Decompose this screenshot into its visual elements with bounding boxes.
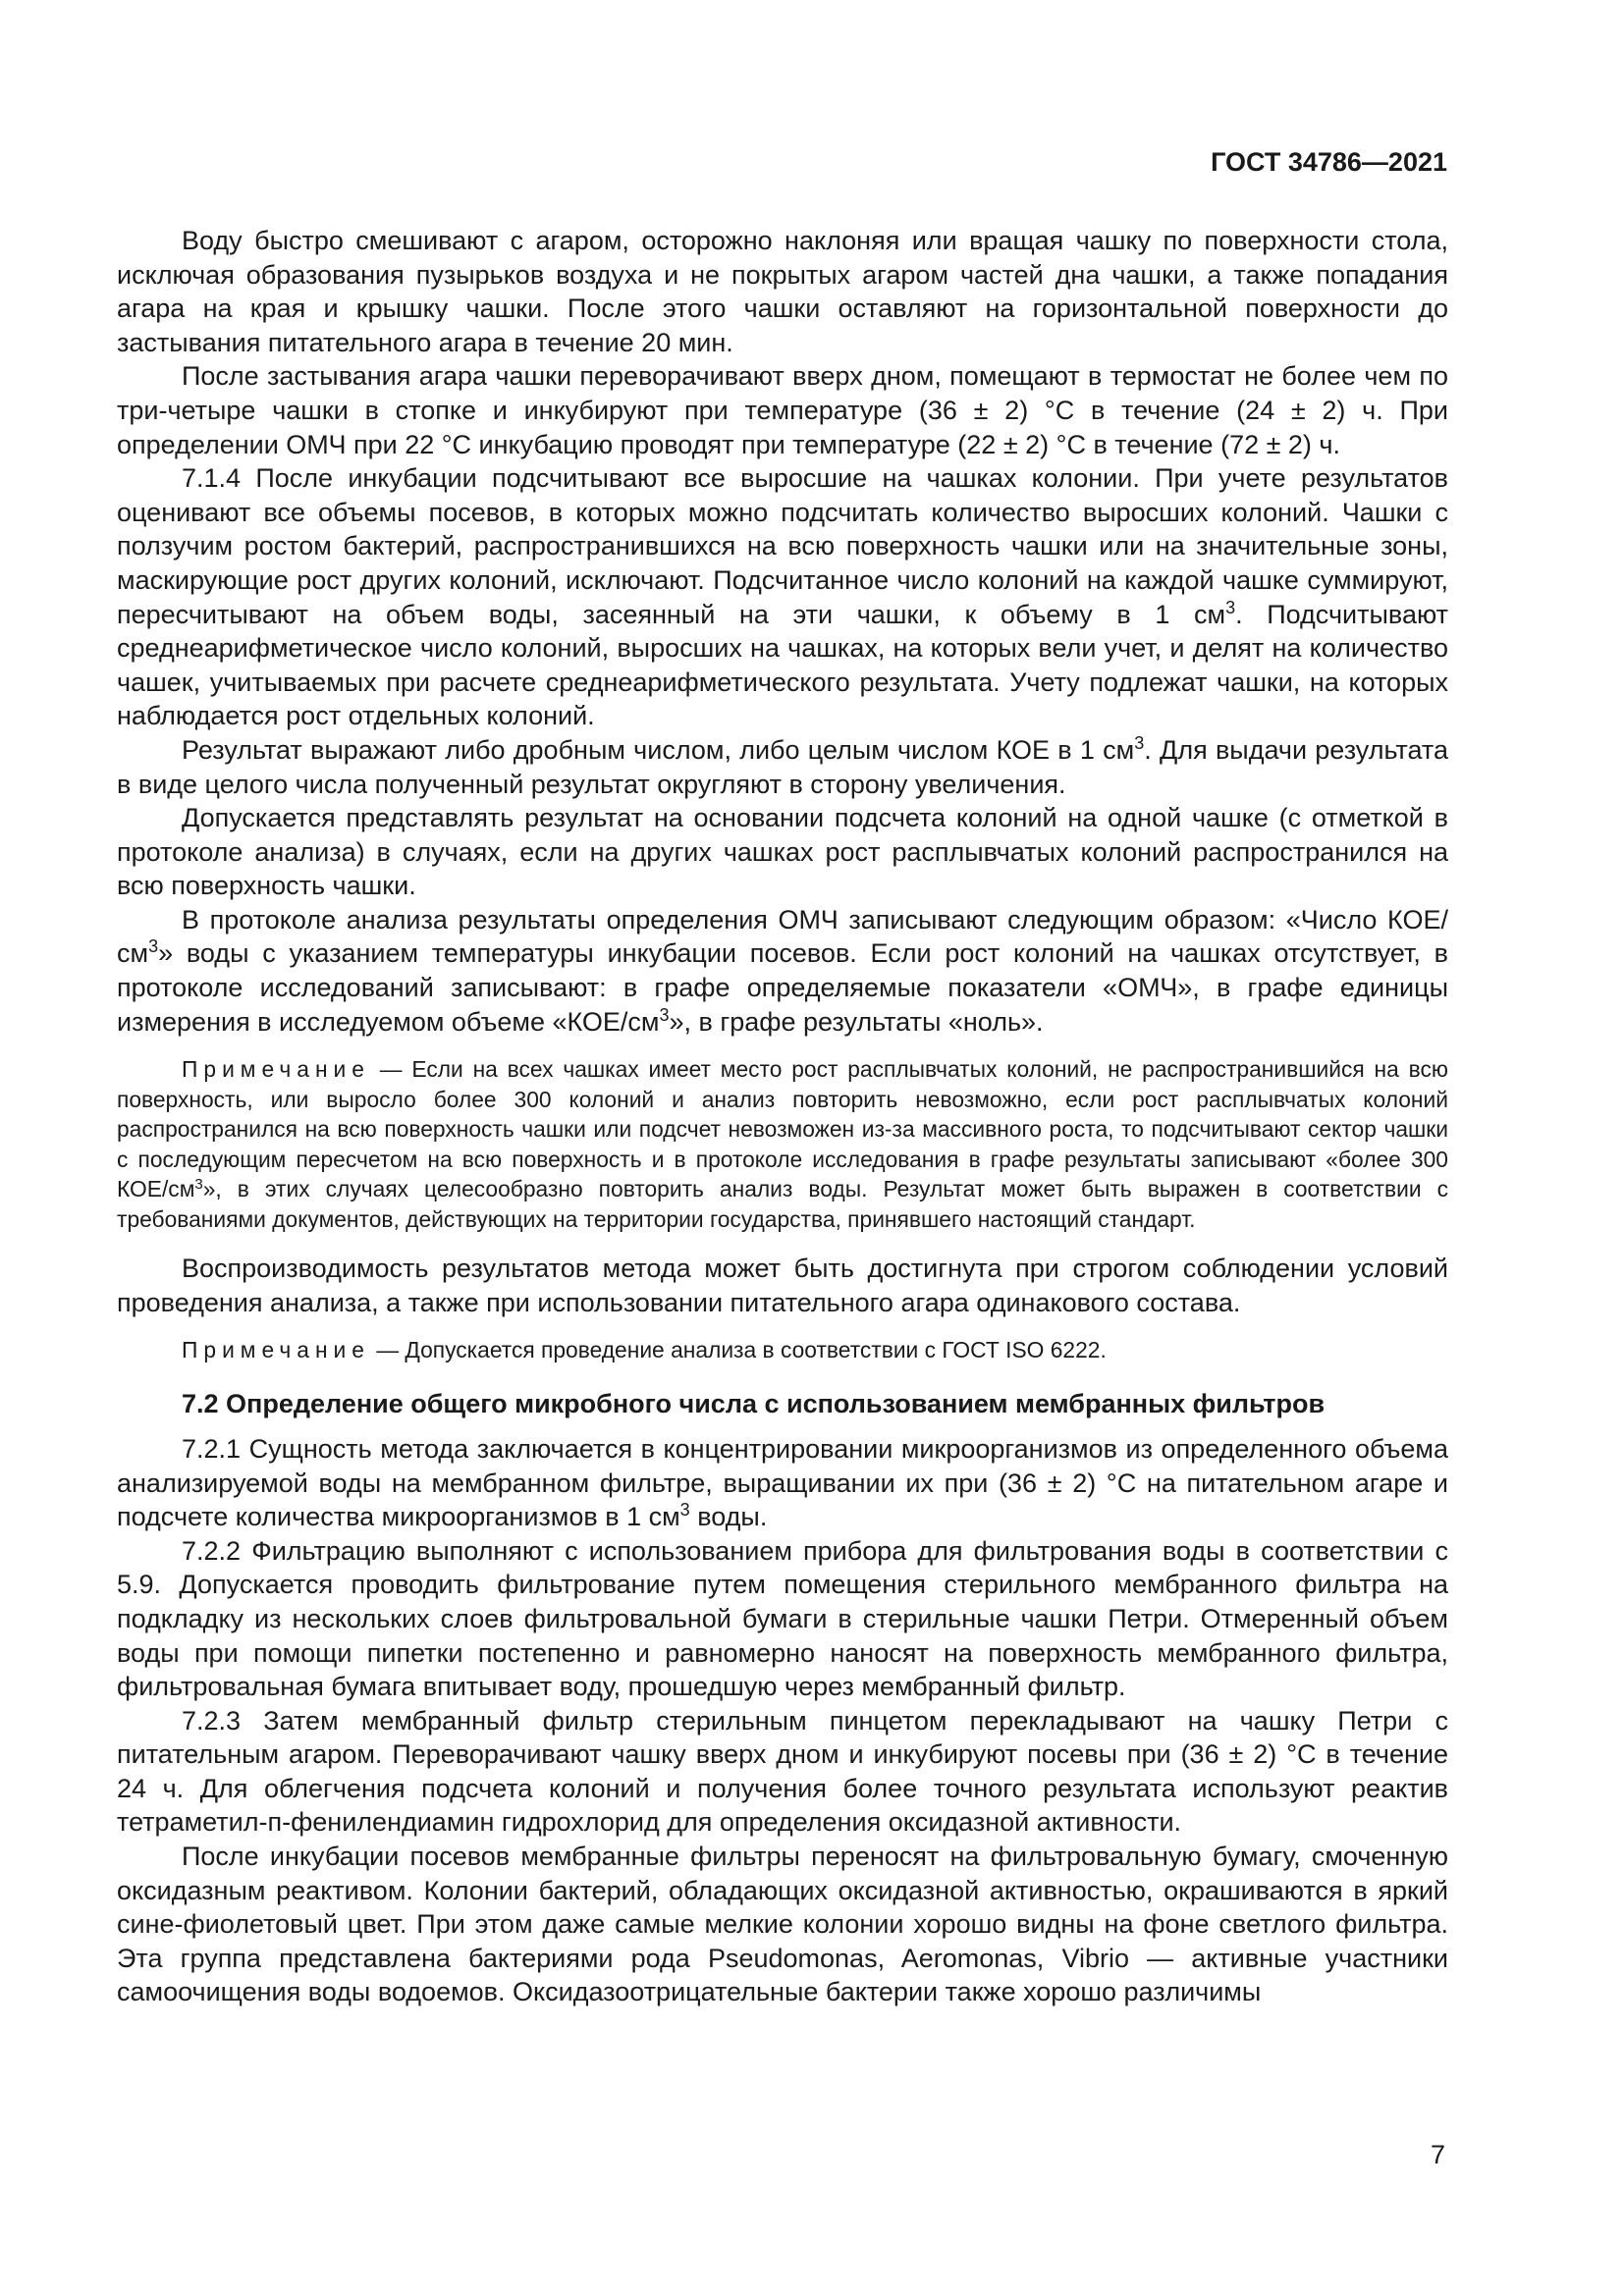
paragraph xyxy=(117,461,1448,733)
paragraph xyxy=(117,733,1448,801)
text-run: В протоколе анализа результаты определения ОМЧ записывают следующим образом: «Число КОЕ/см xyxy=(117,904,1448,969)
note-label: Примечание xyxy=(182,1056,370,1083)
paragraph: Воспроизводимость результатов метода может быть достигнута при строгом соблюдении условий проведения анализа, а также при использовании питательного агара одинакового состава. xyxy=(117,1254,1448,1317)
paragraph: Воду быстро смешивают с агаром, осторожно наклоняя или вращая чашку по поверхности стола, исключая образования пузырьков воздуха и не покрытых агаром частей дна чашки, а также попадания агара на края и крышку чашки. После этого чашки оставляют на горизонтальной поверхности до застывания питательного агара в течение 20 мин. xyxy=(117,226,1448,357)
page-number: 7 xyxy=(1430,2140,1445,2169)
paragraph: Допускается представлять результат на основании подсчета колоний на одной чашке (с отметкой в протоколе анализа) в случаях, если на других чашках рост расплывчатых колоний распространился на всю поверхность чашки. xyxy=(117,803,1448,901)
text-run: Если на всех чашках имеет место рост расплывчатых колоний, не распространившийся на всю поверхность, или выросло более 300 колоний и анализ повторить невозможно, если рост расплывчатых колоний распространился на всю поверхность чашки или подсчет невозможен из-за массивного роста, то подсчитывают сектор чашки с последующим пересчетом на всю поверхность и в протоколе исследования в графе результаты записывают «более 300 КОЕ/см xyxy=(117,1056,1448,1202)
text-run: 7.2.1 Сущность метода заключается в концентрировании микроорганизмов из определенного объема анализируемой воды на мембранном фильтре, выращивании их при (36 ± 2) °С на питательном агаре и подсчете количества микроорганизмов в 1 см xyxy=(117,1433,1448,1532)
superscript: 3 xyxy=(1134,732,1145,753)
text-run: воды. xyxy=(689,1502,768,1532)
text-run: . Для выдачи результата в виде целого числа полученный результат округляют в сторону увеличения. xyxy=(117,734,1448,799)
text-run: . Подсчитывают среднеарифметическое число колоний, выросших на чашках, на которых вели учет, и делят на количество чашек, учитываемых при расчете среднеарифметического результата. Учету подлежат чашки, на которых наблюдается рост отдельных колоний. xyxy=(117,599,1448,731)
standard-code-header: ГОСТ 34786—2021 xyxy=(1211,147,1447,177)
text-run: 7.1.4 После инкубации подсчитывают все выросшие на чашках колонии. При учете результатов оценивают все объемы посевов, в которых можно подсчитать количество выросших колоний. Чашки с ползучим ростом бактерий, распространившихся на всю поверхность чашки или на значительные зоны, маскирующие рост других колоний, исключают. Подсчитанное число колоний на каждой чашке суммируют, пересчитывают на объем воды, засеянный на эти чашки, к объему в 1 см xyxy=(117,463,1448,629)
superscript: 3 xyxy=(148,936,159,957)
text-run: », в этих случаях целесообразно повторить анализ воды. Результат может быть выражен в соответствии с требованиями документов, действующих на территории государства, принявшего настоящий стандарт. xyxy=(117,1176,1448,1232)
text-run: », в графе результаты «ноль». xyxy=(669,1006,1044,1037)
paragraph xyxy=(117,903,1448,1039)
superscript: 3 xyxy=(194,1176,203,1194)
note-dash: — xyxy=(369,1337,406,1363)
note-2 xyxy=(117,1335,1448,1365)
note-label: Примечание xyxy=(182,1337,370,1363)
paragraph: После инкубации посевов мембранные фильтры переносят на фильтровальную бумагу, смоченную оксидазным реактивом. Колонии бактерий, обладающих оксидазной активностью, окрашиваются в яркий сине-фиолетовый цвет. При этом даже самые мелкие колонии хорошо видны на фоне светлого фильтра. Эта группа представлена бактериями рода Pseudomonas, Aeromonas, Vibrio — активные участники самоочищения воды водоемов. Оксидазоотрицательные бактерии также хорошо различимы xyxy=(117,1842,1448,2007)
note-dash: — xyxy=(369,1056,412,1083)
superscript: 3 xyxy=(679,1500,690,1521)
note-1 xyxy=(117,1054,1448,1234)
superscript: 3 xyxy=(1225,597,1236,617)
paragraph: После застывания агара чашки переворачивают вверх дном, помещают в термостат не более чем по три-четыре чашки в стопке и инкубируют при температуре (36 ± 2) °С в течение (24 ± 2) ч. При определении ОМЧ при 22 °С инкубацию проводят при температуре (22 ± 2) °С в течение (72 ± 2) ч. xyxy=(117,361,1448,459)
paragraph: 7.2.2 Фильтрацию выполняют с использованием прибора для фильтрования воды в соответствии с 5.9. Допускается проводить фильтрование путем помещения стерильного мембранного фильтра на подкладку из нескольких слоев фильтровальной бумаги в стерильные чашки Петри. Отмеренный объем воды при помощи пипетки постепенно и равномерно наносят на поверхность мембранного фильтра, фильтровальная бумага впитывает воду, прошедшую через мембранный фильтр. xyxy=(117,1535,1448,1702)
document-body xyxy=(117,224,1448,2009)
paragraph xyxy=(117,1432,1448,1534)
text-run: Результат выражают либо дробным числом, либо целым числом КОЕ в 1 см xyxy=(182,734,1135,765)
text-run: Допускается проведение анализа в соответствии с ГОСТ ISO 6222. xyxy=(405,1337,1107,1363)
section-heading: 7.2 Определение общего микробного числа с использованием мембранных фильтров xyxy=(182,1388,1326,1418)
superscript: 3 xyxy=(659,1004,670,1025)
text-run: » воды с указанием температуры инкубации посевов. Если рост колоний на чашках отсутствует, в протоколе исследований записывают: в графе определяемые показатели «ОМЧ», в графе единицы измерения в исследуемом объеме «КОЕ/см xyxy=(117,938,1448,1037)
paragraph: 7.2.3 Затем мембранный фильтр стерильным пинцетом перекладывают на чашку Петри с питательным агаром. Переворачивают чашку вверх дном и инкубируют посевы при (36 ± 2) °С в течение 24 ч. Для облегчения подсчета колоний и получения более точного результата используют реактив тетраметил-п-фенилендиамин гидрохлорид для определения оксидазной активности. xyxy=(117,1705,1448,1838)
